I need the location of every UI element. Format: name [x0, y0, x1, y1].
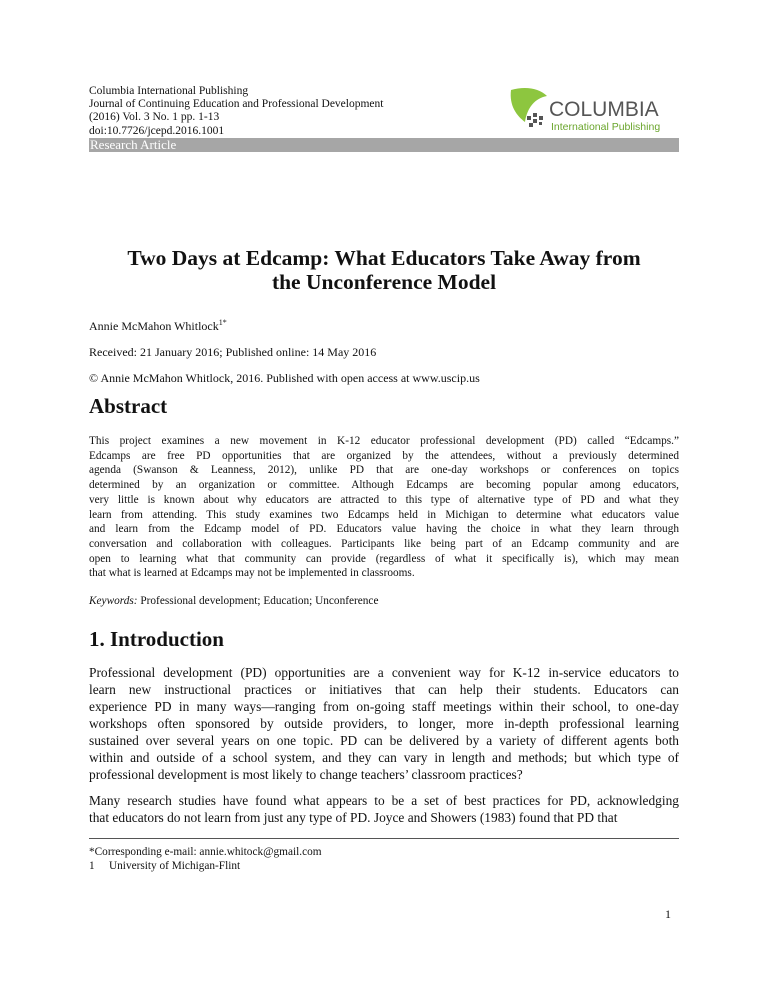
svg-text:International Publishing: International Publishing [551, 121, 661, 133]
text-line: determined by an organization or committee. Although Edcamps are becoming popular among educators, [89, 479, 679, 492]
text-line: open to learning what that community can provide (regardless of what it specifically is), which may mean [89, 552, 679, 565]
text-line: Many research studies have found what appears to be a set of best practices for PD, acknowledging [89, 793, 679, 808]
text-line: and learn from the Edcamp model of PD. Educators value having the choice in what they learn through [89, 523, 679, 536]
text-line: learn new instructional practices or initiatives that can help their students. Educators can [89, 682, 679, 697]
text-line: sustained over several years on one topic. PD can be delivered by a variety of different agents both [89, 733, 679, 748]
text-line: conversation and collaboration with colleagues. Participants like being part of an Edcamp community and are [89, 537, 679, 550]
abstract-text [89, 434, 679, 581]
title-line: Two Days at Edcamp: What Educators Take Away from [127, 246, 641, 270]
journal-header [89, 85, 383, 138]
text-line: that educators do not learn from just any type of PD. Joyce and Showers (1983) found that PD that [89, 810, 618, 825]
corresponding-email: *Corresponding e-mail: annie.whitock@gmail.com [89, 846, 322, 858]
text-line: Edcamps are free PD opportunities that are organized by the attendees, without a previously determined [89, 449, 679, 462]
author-sup: 1* [218, 318, 227, 327]
keywords-list: Professional development; Education; Unconference [140, 595, 379, 607]
paper-title [89, 246, 679, 294]
page-number: 1 [665, 907, 671, 921]
received-dates: Received: 21 January 2016; Published online: 14 May 2016 [89, 345, 377, 359]
abstract-heading: Abstract [89, 394, 168, 418]
text-line: workshops often sponsored by outside providers, to longer, more in-depth professional learning [89, 716, 679, 731]
text-line: very little is known about why educators are attracted to this type of alternative type of PD and what they [89, 493, 679, 506]
copyright: © Annie McMahon Whitlock, 2016. Published with open access at www.uscip.us [89, 371, 480, 385]
text-line: experience PD in many ways—ranging from on-going staff meetings within their school, to one-day [89, 699, 679, 714]
affiliation-name: University of Michigan-Flint [109, 860, 241, 872]
title-line: the Unconference Model [271, 270, 497, 294]
author [89, 318, 227, 334]
text-line: professional development is most likely to change teachers’ classroom practices? [89, 767, 523, 782]
text-line: agenda (Swanson & Leanness, 2012), unlike PD that are one-day workshops or conferences on topics [89, 464, 679, 477]
doi: doi:10.7726/jcepd.2016.1001 [89, 124, 225, 137]
text-line: learn from attending. This study examines two Edcamps held in Michigan to determine what educators value [89, 508, 679, 521]
columbia-logo [505, 86, 680, 136]
keywords [89, 595, 378, 607]
text-line: This project examines a new movement in K-12 educator professional development (PD) called “Edcamps.” [89, 435, 679, 447]
publisher-line: Columbia International Publishing [89, 85, 249, 97]
svg-text:COLUMBIA: COLUMBIA [549, 98, 659, 121]
affiliation-number: 1 [89, 860, 95, 872]
text-line: that what is learned at Edcamps may not be implemented in classrooms. [89, 567, 415, 580]
keywords-label: Keywords: [89, 595, 138, 607]
article-type-bar: Research Article [89, 138, 679, 152]
affiliation [89, 860, 240, 872]
text-line: within and outside of a school system, and they can vary in length and methods; but which type of [89, 750, 679, 765]
volume-info: (2016) Vol. 3 No. 1 pp. 1-13 [89, 111, 220, 124]
author-name: Annie McMahon Whitlock [89, 319, 219, 333]
intro-paragraph-1 [89, 664, 679, 783]
text-line: Professional development (PD) opportunities are a convenient way for K-12 in-service educators to [89, 665, 679, 680]
introduction-heading: 1. Introduction [89, 627, 224, 651]
journal-name: Journal of Continuing Education and Professional Development [89, 98, 384, 111]
footnote-divider [89, 838, 679, 839]
intro-paragraph-2 [89, 792, 679, 826]
